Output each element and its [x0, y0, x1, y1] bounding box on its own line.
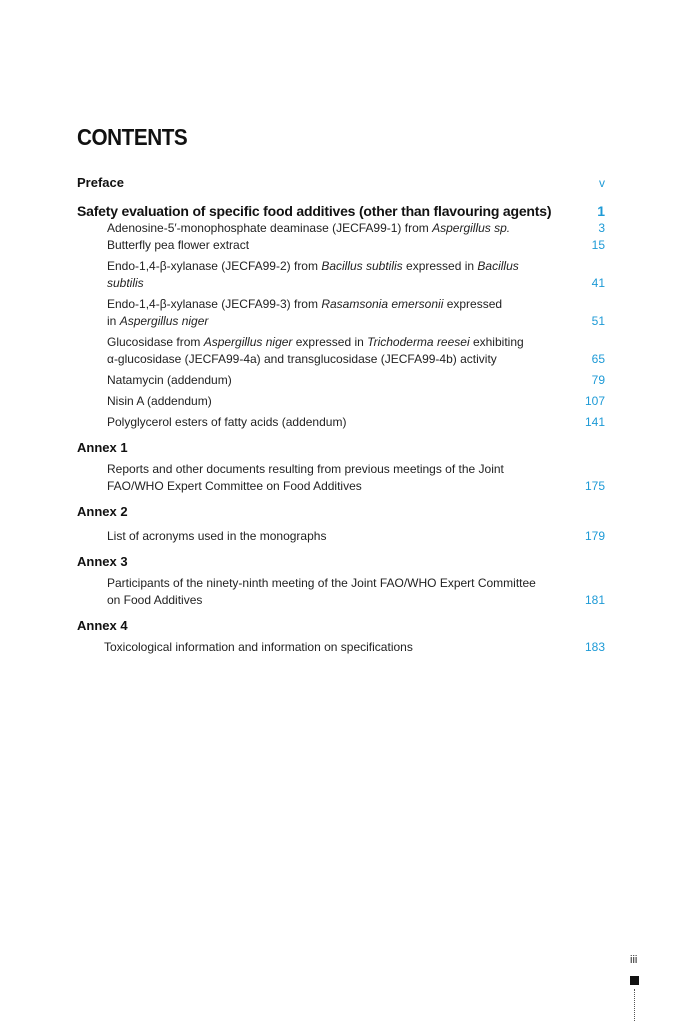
toc-entry-annex-4[interactable]: Toxicological information and information on specifications 183: [104, 640, 605, 654]
annex-1-page[interactable]: 175: [584, 479, 605, 493]
toc-entry[interactable]: Endo-1,4-β-xylanase (JECFA99-3) from Rasamsonia emersonii expressed in Aspergillus niger 51: [107, 297, 605, 328]
toc-entry-preface[interactable]: [77, 172, 605, 190]
toc-entry[interactable]: Glucosidase from Aspergillus niger expressed in Trichoderma reesei exhibiting α-glucosidase (JECFA99-4a) and transglucosidase (JECFA99-4b) activity 65: [107, 335, 605, 366]
toc-page-number[interactable]: 51: [591, 314, 605, 328]
annex-2-page[interactable]: 179: [584, 529, 605, 543]
footer-square-marker: [630, 976, 639, 985]
toc-page-number[interactable]: 3: [598, 221, 605, 235]
page-title: CONTENTS: [77, 124, 188, 150]
toc-page-number[interactable]: 65: [591, 352, 605, 366]
table-of-contents: [77, 172, 605, 656]
page-number: iii: [630, 954, 638, 966]
toc-page-number[interactable]: 107: [584, 394, 605, 408]
toc-entry-annex-2[interactable]: List of acronyms used in the monographs 179: [107, 529, 605, 543]
toc-entry[interactable]: Adenosine-5′-monophosphate deaminase (JECFA99-1) from Aspergillus sp. 3: [107, 221, 605, 235]
toc-page-number[interactable]: 15: [591, 238, 605, 252]
toc-page-number[interactable]: 41: [591, 276, 605, 290]
footer-dotted-line: [634, 989, 635, 1021]
safety-heading: Safety evaluation of specific food additives (other than flavouring agents): [77, 203, 552, 219]
toc-page-number[interactable]: 79: [591, 373, 605, 387]
annex-1-heading: Annex 1: [77, 440, 128, 455]
annex-4-heading: Annex 4: [77, 618, 128, 633]
toc-entry[interactable]: Natamycin (addendum) 79: [107, 373, 605, 387]
annex-3-page[interactable]: 181: [584, 593, 605, 607]
toc-entry[interactable]: Polyglycerol esters of fatty acids (addendum) 141: [107, 415, 605, 429]
toc-entry-annex-1[interactable]: Reports and other documents resulting from previous meetings of the Joint FAO/WHO Expert Committee on Food Additives 175: [107, 462, 605, 493]
toc-entry[interactable]: Butterfly pea flower extract 15: [107, 238, 605, 252]
annex-4-page[interactable]: 183: [584, 640, 605, 654]
annex-2-heading: Annex 2: [77, 504, 128, 519]
safety-page[interactable]: 1: [597, 203, 605, 219]
toc-entry-safety-evaluation[interactable]: [77, 199, 605, 219]
preface-label: Preface: [77, 175, 124, 190]
toc-entry[interactable]: Nisin A (addendum) 107: [107, 394, 605, 408]
toc-page-number[interactable]: 141: [584, 415, 605, 429]
toc-entry[interactable]: Endo-1,4-β-xylanase (JECFA99-2) from Bacillus subtilis expressed in Bacillus subtilis 41: [107, 259, 605, 290]
preface-page[interactable]: v: [599, 176, 605, 190]
toc-entry-annex-3[interactable]: Participants of the ninety-ninth meeting of the Joint FAO/WHO Expert Committee on Food Additives 181: [107, 576, 605, 607]
annex-3-heading: Annex 3: [77, 554, 128, 569]
